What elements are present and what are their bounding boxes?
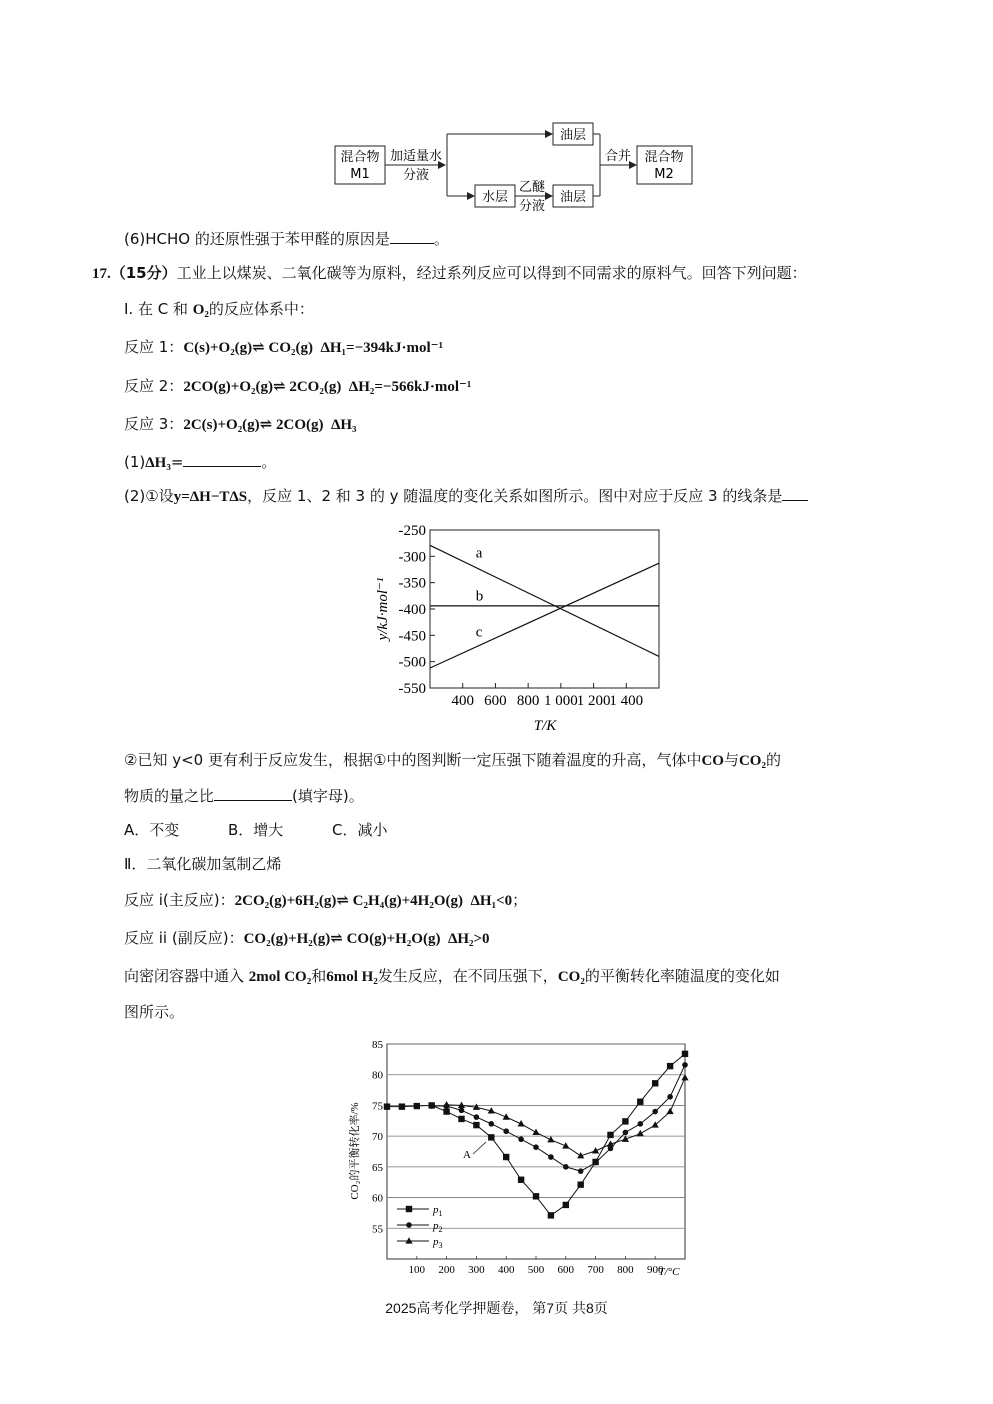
chart1-series-line-a (430, 545, 659, 656)
chart2-point-p2 (638, 1121, 644, 1127)
chart2-point-p2 (548, 1154, 554, 1160)
chart2-annotation-a: A (463, 1149, 471, 1161)
chart2-point-p1 (503, 1154, 509, 1160)
desc1-d: 6mol H₂ (326, 969, 378, 985)
q2-circle1: ① (145, 487, 159, 505)
chart2-point-p2 (459, 1108, 465, 1114)
part1-label: Ⅰ. 在 C 和 (124, 300, 193, 318)
ri-end: ； (512, 891, 528, 909)
chart1-ytick-label: -350 (398, 575, 426, 592)
arrow2-bottom-label: 分液 (518, 199, 546, 214)
chart2-point-p1 (473, 1122, 479, 1128)
chart2-plot-frame (387, 1044, 685, 1259)
reaction-i-line (124, 890, 527, 911)
desc1-f: CO₂ (557, 969, 585, 985)
oil-layer-bottom: 油层 (559, 190, 587, 205)
options-line (124, 820, 387, 840)
q1-blank[interactable] (183, 452, 261, 467)
chart2-point-p3 (667, 1108, 674, 1114)
chart2-legend-marker (406, 1206, 412, 1212)
q1-eq: = (170, 453, 184, 471)
q6-end: 。 (433, 230, 449, 248)
chart2-ytick-label: 55 (372, 1223, 383, 1236)
chart2-point-p1 (652, 1080, 658, 1086)
chart2-xtick-label: 100 (408, 1264, 426, 1276)
ri-label: 反应 i(主反应)： (124, 891, 235, 909)
chart1-ytick-label: -450 (398, 628, 426, 645)
chart2-point-p1 (384, 1103, 390, 1109)
chart1-ytick-label: -300 (398, 549, 426, 566)
chart2-xtick-label: 800 (617, 1264, 634, 1276)
q6-line (124, 229, 449, 249)
q17-intro: 工业上以煤炭、二氧化碳等为原料，经过系列反应可以得到不同需求的原料气。回答下列问题： (176, 264, 807, 282)
chart2-ytick-label: 60 (372, 1192, 383, 1205)
chart2-point-p2 (429, 1103, 435, 1109)
q2b-co: CO (701, 753, 724, 769)
chart1-ytick-label: -550 (398, 681, 426, 697)
q2b-blank[interactable] (214, 786, 292, 801)
chart1-series-label-b: b (475, 588, 484, 605)
q17-number: 17. (92, 266, 111, 282)
desc1-g: 的平衡转化率随温度的变化如 (584, 967, 780, 985)
chart2-point-p1 (622, 1118, 628, 1124)
desc1-b: 2mol CO₂ (248, 969, 312, 985)
chart2-annotation-pointer (473, 1142, 486, 1154)
part1-o2: O₂ (192, 302, 209, 318)
chart1-ylabel: y/kJ·mol⁻¹ (375, 577, 391, 641)
water-layer: 水层 (481, 190, 509, 205)
chart2-xlabel: T/°C (658, 1266, 680, 1278)
co2-conversion-chart (345, 1036, 695, 1286)
separation-flowchart (320, 115, 710, 215)
q6-text: (6)HCHO 的还原性强于苯甲醛的原因是 (124, 230, 390, 248)
chart2-point-p2 (533, 1144, 539, 1150)
q2b-text1: 已知 y<0 更有利于反应发生，根据 (137, 751, 373, 769)
chart2-legend-marker (406, 1222, 412, 1228)
merge-label: 合并 (604, 149, 632, 164)
desc1-e: 发生反应，在不同压强下， (377, 967, 558, 985)
chart2-ytick-label: 75 (372, 1100, 383, 1113)
chart1-series-line-c (430, 563, 659, 668)
chart2-point-p2 (503, 1128, 509, 1134)
chart2-point-p1 (578, 1181, 584, 1187)
option-b[interactable]: B．增大 (228, 821, 284, 839)
q1-dh3: ΔH₃ (145, 455, 171, 471)
r2-equation: 2CO(g)+O₂(g)⇌ 2CO₂(g) ΔH₂=−566kJ·mol⁻¹ (183, 379, 472, 395)
arrow1-bottom-label: 分液 (402, 168, 430, 183)
q17-header (92, 263, 807, 284)
chart1-xtick-label: 400 (451, 693, 474, 709)
chart2-xtick-label: 600 (557, 1264, 575, 1276)
q1-end: 。 (261, 453, 277, 471)
chart1-ytick-label: -400 (398, 602, 426, 618)
chart1-series-label-a: a (475, 545, 483, 562)
chart2-ytick-label: 80 (372, 1069, 383, 1082)
q2b-co2: CO₂ (738, 753, 766, 769)
desc1-a: 向密闭容器中通入 (124, 967, 249, 985)
chart2-legend-label: $p_3$ (433, 1236, 443, 1250)
r3-equation: 2C(s)+O₂(g)⇌ 2CO(g) ΔH₃ (183, 417, 357, 433)
chart2-legend-label: $p_2$ (433, 1220, 443, 1234)
q2b-text3: 的 (765, 751, 781, 769)
chart2-point-p2 (623, 1130, 629, 1136)
chart2-point-p1 (667, 1063, 673, 1069)
chart1-xtick-label: 600 (484, 693, 507, 709)
chart1-series-label-c: c (475, 624, 483, 641)
chart2-point-p1 (518, 1177, 524, 1183)
oil-layer-top: 油层 (559, 128, 587, 143)
chart2-ytick-label: 65 (372, 1161, 383, 1174)
q2b-circle: ② (124, 751, 138, 769)
chart2-point-p3 (637, 1130, 644, 1136)
chart2-point-p2 (578, 1168, 584, 1174)
chart1-ytick-label: -500 (398, 654, 426, 671)
chart2-point-p1 (607, 1132, 613, 1138)
q17-score: （15分） (110, 264, 177, 282)
r2-label: 反应 2： (124, 377, 184, 395)
chart2-point-p1 (458, 1116, 464, 1122)
q6-blank[interactable] (390, 229, 434, 244)
q2b-with: 与 (723, 751, 739, 769)
chart2-point-p1 (533, 1193, 539, 1199)
chart2-xtick-label: 500 (527, 1264, 545, 1276)
r3-label: 反应 3： (124, 415, 184, 433)
q2b-line2-text: 物质的量之比 (124, 787, 215, 805)
chart2-xtick-label: 400 (497, 1264, 515, 1276)
chart2-xtick-label: 700 (587, 1264, 604, 1276)
chart2-point-p3 (547, 1136, 554, 1142)
q2-text: ，反应 1、2 和 3 的 y 随温度的变化关系如图所示。图中对应于反应 3 的线条是 (247, 487, 783, 505)
chart1-xtick-label: 1 000 (543, 693, 578, 709)
m2-line2: M2 (654, 167, 674, 182)
chart2-xtick-label: 200 (438, 1264, 455, 1276)
arrow2-top-label: 乙醚 (518, 180, 546, 195)
chart2-point-p2 (682, 1062, 688, 1068)
q2b-line2 (124, 786, 364, 806)
part2-heading: Ⅱ．二氧化碳加氢制乙烯 (124, 855, 282, 873)
chart2-point-p3 (532, 1129, 539, 1135)
r1-label: 反应 1： (124, 338, 184, 356)
desc-line1 (124, 966, 780, 987)
chart2-xtick-label: 900 (646, 1264, 664, 1276)
chart2-point-p1 (414, 1103, 420, 1109)
chart2-point-p1 (443, 1108, 449, 1114)
option-c[interactable]: C．减小 (332, 821, 388, 839)
chart2-point-p2 (518, 1136, 524, 1142)
chart2-point-p1 (488, 1134, 494, 1140)
q2-formula: y=ΔH−TΔS (173, 489, 248, 505)
chart2-ylabel: CO₂的平衡转化率/% (349, 1102, 361, 1200)
reaction2-line (124, 376, 471, 397)
q2b-fill: (填字母)。 (292, 787, 364, 805)
y-vs-temperature-chart (370, 518, 670, 740)
q2-line (124, 486, 808, 507)
q2b-circle1: ① (372, 751, 387, 769)
chart2-ytick-label: 70 (372, 1131, 383, 1144)
chart2-point-p2 (474, 1114, 480, 1120)
chart2-point-p2 (667, 1094, 673, 1100)
chart1-xlabel: T/K (533, 718, 557, 734)
q2-prefix: (2) (124, 487, 146, 505)
part1-end: 的反应体系中： (208, 300, 314, 318)
chart2-point-p1 (548, 1212, 554, 1218)
part1-line (124, 299, 314, 320)
ri-equation: 2CO₂(g)+6H₂(g)⇌ C₂H₄(g)+4H₂O(g) ΔH₁<0 (234, 893, 513, 909)
chart2-point-p2 (489, 1121, 495, 1127)
chart2-xtick-label: 300 (468, 1264, 485, 1276)
page-footer: 2025高考化学押题卷， 第7页 共8页 (385, 1300, 608, 1316)
option-a[interactable]: A．不变 (124, 821, 180, 839)
chart2-point-p1 (637, 1099, 643, 1105)
reaction3-line (124, 414, 357, 435)
chart1-xtick-label: 1 400 (609, 693, 644, 709)
chart2-point-p1 (399, 1103, 405, 1109)
r1-equation: C(s)+O₂(g)⇌ CO₂(g) ΔH₁=−394kJ·mol⁻¹ (183, 340, 444, 356)
reaction-ii-line (124, 928, 490, 949)
chart1-xtick-label: 800 (516, 693, 540, 709)
q2-she: 设 (158, 487, 174, 505)
chart1-xtick-label: 1 200 (576, 693, 611, 709)
chart2-point-p2 (563, 1164, 569, 1170)
arrow1-top-label: 加适量水 (389, 149, 443, 164)
q2b-line1 (124, 750, 781, 771)
reaction1-line (124, 337, 443, 358)
q1-line (124, 452, 276, 473)
chart1-plot-frame (430, 530, 659, 688)
chart2-point-p2 (593, 1160, 599, 1166)
chart2-point-p2 (652, 1109, 658, 1115)
chart1-ytick-label: -250 (398, 523, 426, 539)
chart2-point-p3 (443, 1101, 450, 1107)
q2b-text2: 中的图判断一定压强下随着温度的升高，气体中 (386, 751, 702, 769)
chart2-point-p1 (682, 1051, 688, 1057)
desc-line2: 图所示。 (124, 1003, 185, 1021)
m1-line2: M1 (350, 167, 370, 182)
q2-blank[interactable] (782, 486, 808, 501)
rii-equation: CO₂(g)+H₂(g)⇌ CO(g)+H₂O(g) ΔH₂>0 (243, 931, 490, 947)
desc1-c: 和 (311, 967, 327, 985)
chart2-legend-marker (405, 1237, 412, 1243)
m1-line1: 混合物 (340, 150, 380, 165)
chart2-ytick-label: 85 (372, 1039, 383, 1051)
chart2-legend-label: $p_1$ (433, 1204, 443, 1218)
chart2-point-p1 (563, 1202, 569, 1208)
rii-label: 反应 ii (副反应)： (124, 929, 244, 947)
m2-line1: 混合物 (644, 150, 684, 165)
q1-prefix: (1) (124, 453, 146, 471)
